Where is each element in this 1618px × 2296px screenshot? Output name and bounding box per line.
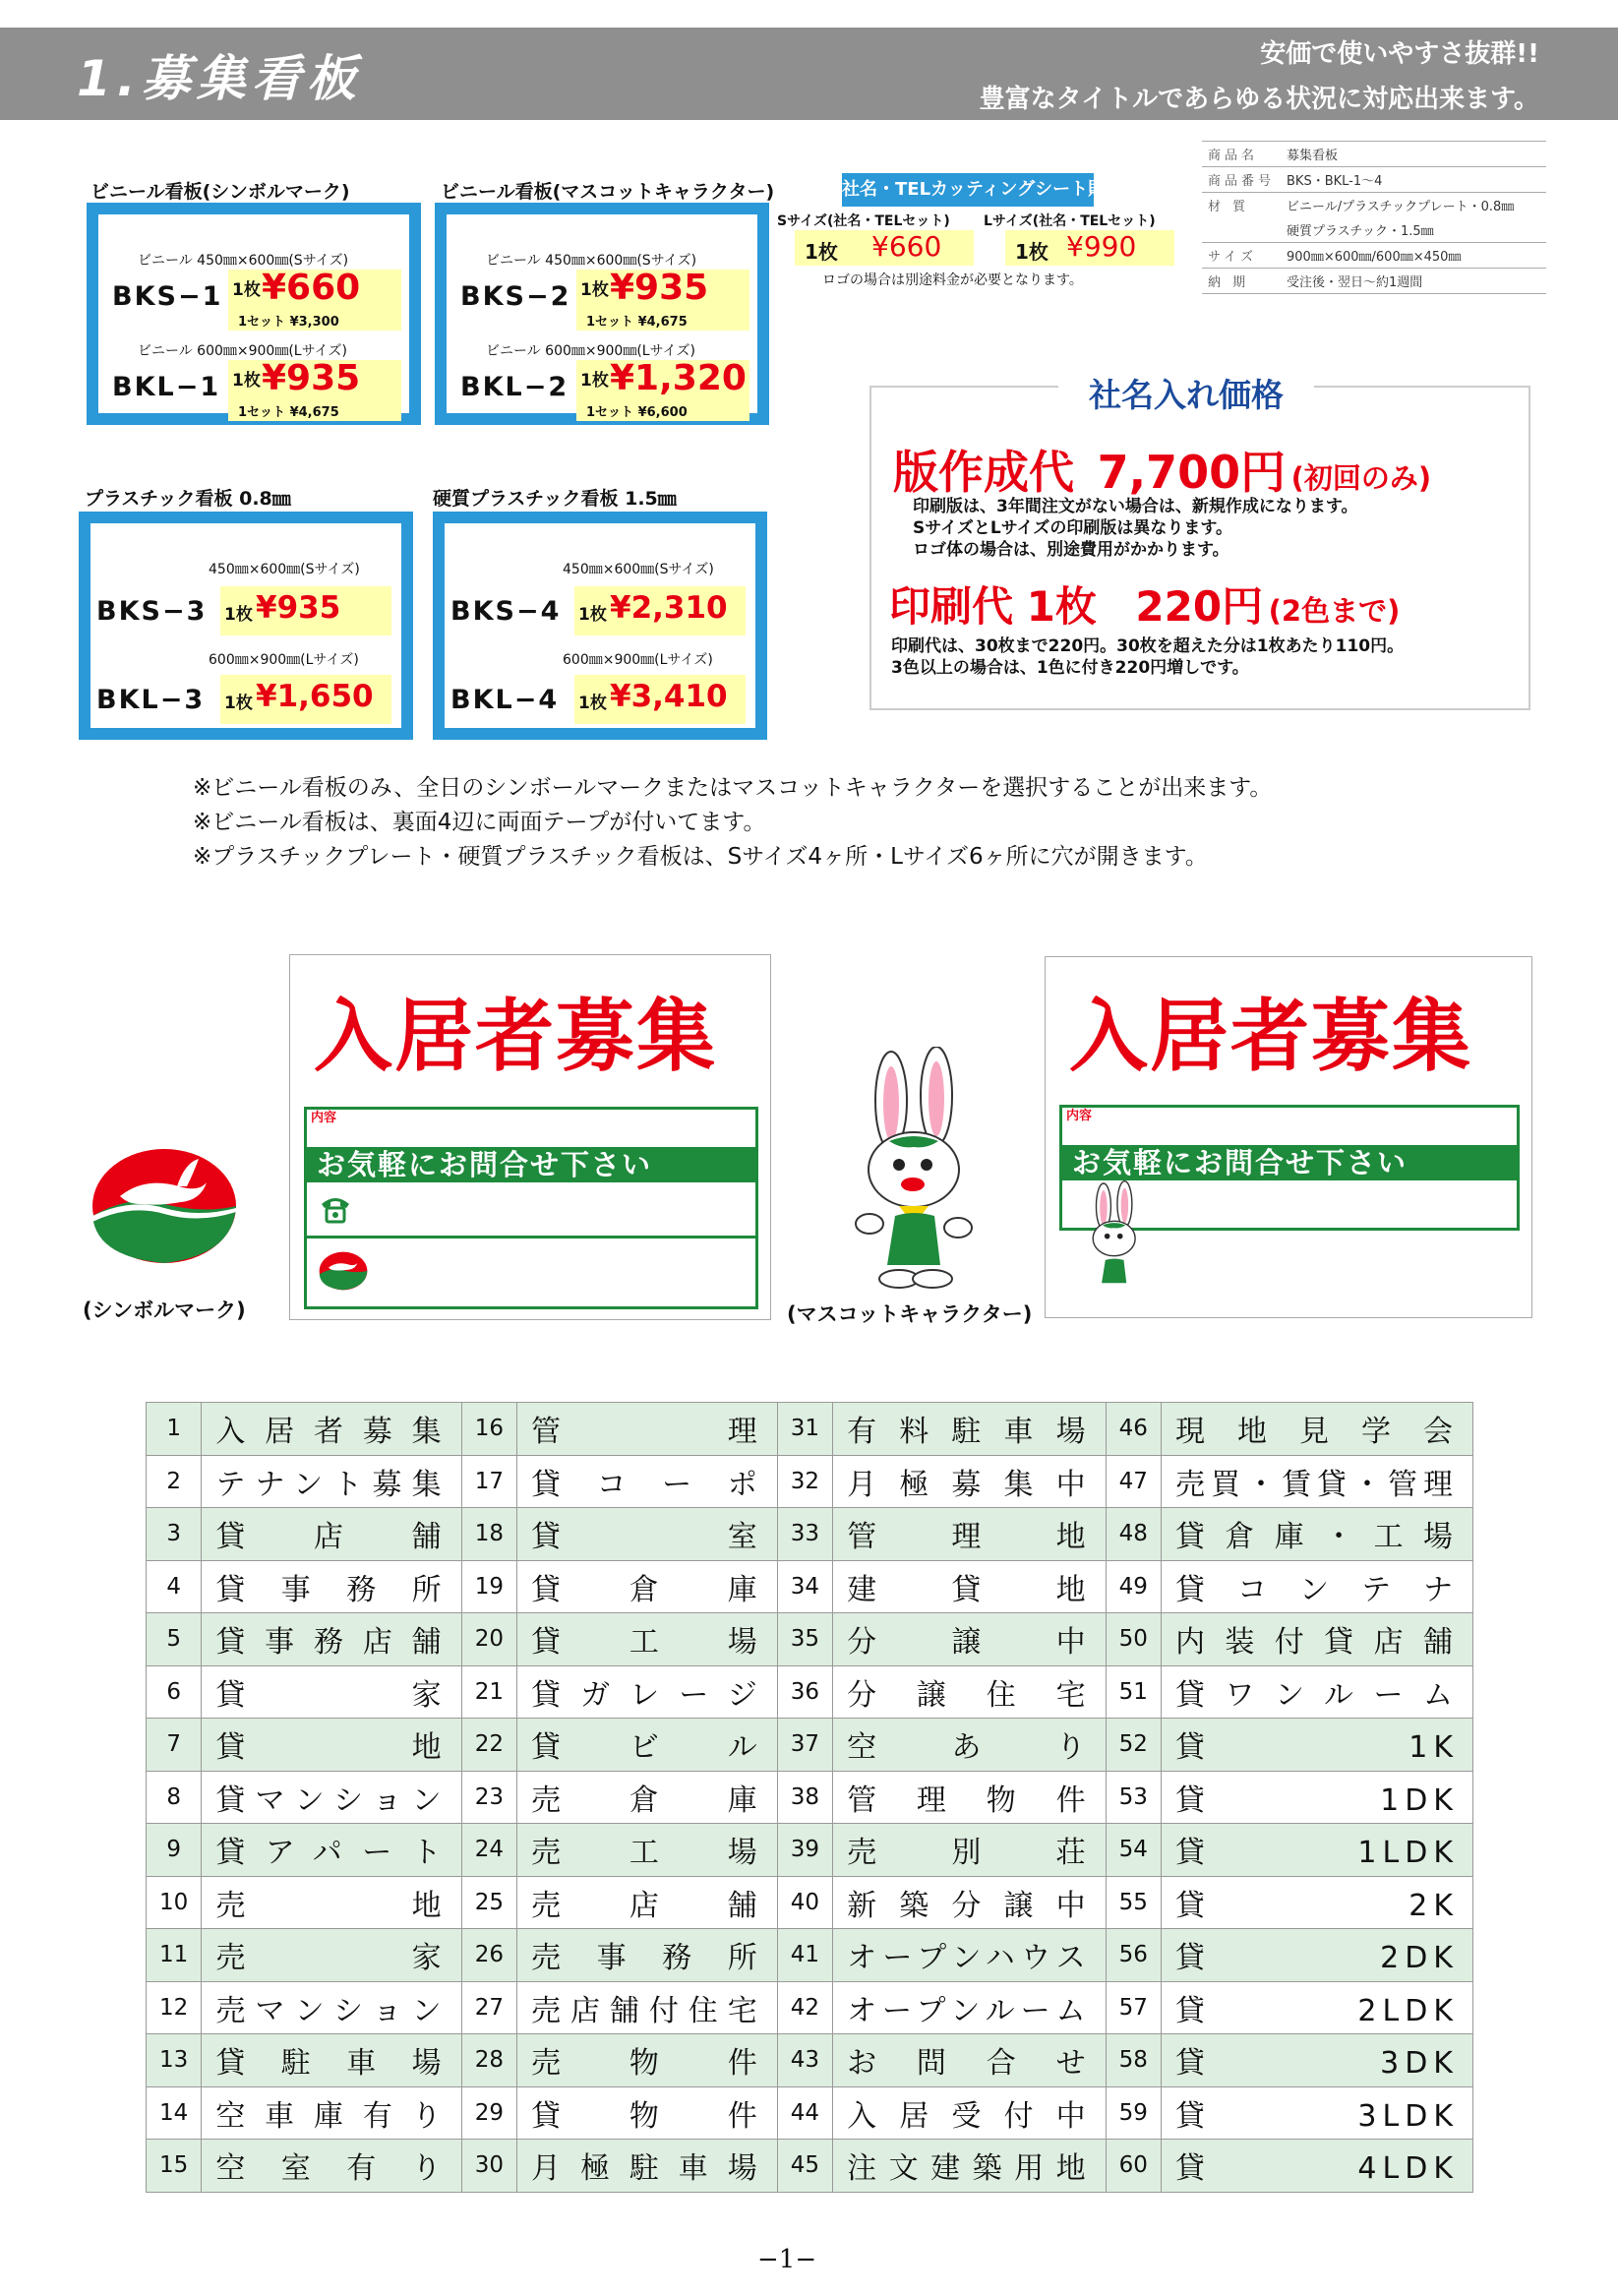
set-price: 1セット ¥4,675 xyxy=(238,405,339,420)
title-number: 35 xyxy=(777,1613,832,1666)
cutting-note: ロゴの場合は別途料金が必要となります。 xyxy=(822,272,1083,288)
price-tag xyxy=(220,675,391,724)
print-label: 印刷代 xyxy=(889,582,1014,631)
section-title: 1.募集看板 xyxy=(77,50,362,107)
table-row xyxy=(147,1613,1473,1666)
title-number: 8 xyxy=(147,1771,202,1824)
spec-key: 材 質 xyxy=(1208,200,1250,214)
title-name: 貸3DK xyxy=(1161,2034,1472,2087)
box-title: ビニール看板(マスコットキャラクター) xyxy=(441,181,775,203)
table-row xyxy=(147,1719,1473,1772)
title-number: 38 xyxy=(777,1771,832,1824)
title-name: 分譲中 xyxy=(833,1613,1107,1666)
mascot-rabbit-image xyxy=(830,1047,1007,1293)
title-number: 47 xyxy=(1106,1455,1161,1508)
title-name: 有料駐車場 xyxy=(833,1403,1107,1456)
title-name: 貸4LDK xyxy=(1161,2140,1472,2193)
box-band: セット売り(5枚1セット) xyxy=(110,215,344,239)
title-number: 37 xyxy=(777,1719,832,1772)
title-name: オープンルーム xyxy=(833,1981,1107,2034)
title-name: 貸工場 xyxy=(517,1613,778,1666)
title-name: 貸事務所 xyxy=(202,1560,461,1613)
title-name: 貸地 xyxy=(202,1719,461,1772)
price-box-vinyl-symbol xyxy=(87,203,421,425)
title-name: 入居受付中 xyxy=(833,2086,1107,2140)
qty: 1枚 xyxy=(805,240,838,264)
title-number: 23 xyxy=(461,1771,516,1824)
size-label: ビニール 600㎜×900㎜(Lサイズ) xyxy=(138,343,347,359)
title-name: 貸物件 xyxy=(517,2086,778,2140)
price-box-hard-plastic xyxy=(433,512,767,740)
price-box-plastic xyxy=(79,512,413,740)
product-code: BKS−1 xyxy=(112,281,223,312)
tagline-1: 安価で使いやすさ抜群!! xyxy=(1260,39,1539,69)
size-label: ビニール 450㎜×600㎜(Sサイズ) xyxy=(138,253,349,269)
title-number: 55 xyxy=(1106,1876,1161,1929)
plate-note-line: ロゴ体の場合は、別途費用がかかります。 xyxy=(913,540,1229,560)
title-name: 貸2DK xyxy=(1161,1929,1472,1982)
title-name: 分譲住宅 xyxy=(833,1665,1107,1719)
price: ¥660 xyxy=(262,268,361,308)
box-title: プラスチック看板 0.8㎜ xyxy=(85,488,291,510)
spec-key xyxy=(1202,217,1281,243)
title-name: 管理物件 xyxy=(833,1771,1107,1824)
title-name: 新築分譲中 xyxy=(833,1876,1107,1929)
price-tag xyxy=(574,675,746,724)
title-number: 12 xyxy=(147,1981,202,2034)
price: ¥990 xyxy=(1066,230,1137,263)
title-name: 売マンション xyxy=(202,1981,461,2034)
phone-icon xyxy=(319,1194,352,1224)
title-number: 40 xyxy=(777,1876,832,1929)
title-number: 52 xyxy=(1106,1719,1161,1772)
symbol-mark-logo xyxy=(90,1147,238,1265)
product-code: BKS−3 xyxy=(96,596,208,627)
product-code: BKL−2 xyxy=(460,372,569,402)
divider xyxy=(307,1236,755,1239)
spec-value: BKS・BKL-1〜4 xyxy=(1281,167,1546,193)
symbol-caption: (シンボルマーク) xyxy=(83,1299,246,1322)
title-number: 45 xyxy=(777,2140,832,2193)
title-name: 管理 xyxy=(517,1403,778,1456)
sample-poster-symbol xyxy=(289,954,771,1320)
note-line: ※ビニール看板のみ、全日のシンボールマークまたはマスコットキャラクターを選択することが出来ます。 xyxy=(193,775,1273,801)
title-name: 貸3LDK xyxy=(1161,2086,1472,2140)
table-row xyxy=(147,1771,1473,1824)
title-name: 空室有り xyxy=(202,2140,461,2193)
title-number: 20 xyxy=(461,1613,516,1666)
title-number: 25 xyxy=(461,1876,516,1929)
table-row xyxy=(147,1665,1473,1719)
plate-price: 7,700円 xyxy=(1097,446,1287,499)
title-name: 内装付貸店舗 xyxy=(1161,1613,1472,1666)
poster-form xyxy=(304,1107,758,1309)
plate-note-line: 印刷版は、3年間注文がない場合は、新規作成になります。 xyxy=(913,497,1358,516)
poster-heading: 入居者募集 xyxy=(314,991,717,1082)
title-name: 貸駐車場 xyxy=(202,2034,461,2087)
print-cost xyxy=(889,574,1400,634)
title-name: 売家 xyxy=(202,1929,461,1982)
title-number: 59 xyxy=(1106,2086,1161,2140)
qty: 1枚 xyxy=(580,280,609,300)
spec-table xyxy=(1202,141,1546,294)
title-table xyxy=(146,1402,1473,2193)
title-name: 注文建築用地 xyxy=(833,2140,1107,2193)
price-box-vinyl-mascot xyxy=(435,203,769,425)
title-number: 32 xyxy=(777,1455,832,1508)
title-number: 17 xyxy=(461,1455,516,1508)
spec-key: 商品番号 xyxy=(1202,167,1281,193)
title-name: 貸1DK xyxy=(1161,1771,1472,1824)
title-name: 貸コーポ xyxy=(517,1455,778,1508)
title-name: 入居者募集 xyxy=(202,1403,461,1456)
size-label: 450㎜×600㎜(Sサイズ) xyxy=(563,562,714,577)
price: ¥660 xyxy=(871,230,942,263)
title-name: 売工場 xyxy=(517,1824,778,1877)
price-tag xyxy=(574,586,746,635)
title-number: 4 xyxy=(147,1560,202,1613)
title-name: 貸1K xyxy=(1161,1719,1472,1772)
price-tag xyxy=(228,360,401,421)
qty: 1枚 xyxy=(232,371,261,391)
qty: 1枚 xyxy=(580,371,609,391)
title-name: 貸倉庫 xyxy=(517,1560,778,1613)
title-number: 44 xyxy=(777,2086,832,2140)
sample-poster-mascot xyxy=(1045,956,1532,1318)
spec-value: 受注後・翌日〜約1週間 xyxy=(1281,269,1546,294)
spec-key: 商品名 xyxy=(1202,142,1281,167)
title-name: 貸事務店舗 xyxy=(202,1613,461,1666)
title-number: 9 xyxy=(147,1824,202,1877)
title-name: 売別荘 xyxy=(833,1824,1107,1877)
spec-value: 900㎜×600㎜/600㎜×450㎜ xyxy=(1281,243,1546,269)
price: ¥935 xyxy=(262,358,361,398)
title-name: 貸ワンルーム xyxy=(1161,1665,1472,1719)
title-number: 56 xyxy=(1106,1929,1161,1982)
title-number: 39 xyxy=(777,1824,832,1877)
table-row xyxy=(147,1560,1473,1613)
title-number: 60 xyxy=(1106,2140,1161,2193)
price: ¥2,310 xyxy=(610,590,728,626)
cutting-title: 社名・TELカッティングシート貼り xyxy=(842,173,1094,207)
symbol-mark-small xyxy=(319,1251,368,1291)
table-row xyxy=(147,2086,1473,2140)
title-name: 現地見学会 xyxy=(1161,1403,1472,1456)
title-number: 6 xyxy=(147,1665,202,1719)
table-row xyxy=(147,1981,1473,2034)
qty: 1枚 xyxy=(224,694,253,713)
size-label: 450㎜×600㎜(Sサイズ) xyxy=(209,562,360,577)
title-number: 7 xyxy=(147,1719,202,1772)
title-name: オープンハウス xyxy=(833,1929,1107,1982)
plate-cost xyxy=(893,437,1431,502)
price-tag xyxy=(576,360,749,421)
table-row xyxy=(147,2140,1473,2193)
plate-note-line: SサイズとLサイズの印刷版は異なります。 xyxy=(913,518,1232,538)
plate-notes xyxy=(913,496,1357,561)
title-number: 13 xyxy=(147,2034,202,2087)
spec-value: 募集看板 xyxy=(1281,142,1546,167)
company-price-box xyxy=(869,376,1530,710)
note-line: ※ビニール看板は、裏面4辺に両面テープが付いてます。 xyxy=(193,810,766,835)
title-name: 貸2K xyxy=(1161,1876,1472,1929)
cutting-l-price xyxy=(1005,230,1174,266)
size-label: 600㎜×900㎜(Lサイズ) xyxy=(209,652,359,668)
price-tag xyxy=(228,270,401,331)
title-number: 18 xyxy=(461,1508,516,1561)
table-row xyxy=(147,2034,1473,2087)
title-name: 売買・賃貸・管理 xyxy=(1161,1455,1472,1508)
table-row xyxy=(147,1508,1473,1561)
table-row xyxy=(147,1455,1473,1508)
notes xyxy=(193,771,1272,875)
title-number: 26 xyxy=(461,1929,516,1982)
title-number: 50 xyxy=(1106,1613,1161,1666)
title-name: 月極駐車場 xyxy=(517,2140,778,2193)
title-number: 36 xyxy=(777,1665,832,1719)
title-number: 54 xyxy=(1106,1824,1161,1877)
naiyo-label: 内容 xyxy=(1066,1109,1093,1123)
naiyo-label: 内容 xyxy=(311,1111,337,1125)
tagline-2: 豊富なタイトルであらゆる状況に対応出来ます。 xyxy=(979,85,1539,114)
price: ¥3,410 xyxy=(610,679,728,714)
mascot-rabbit-small xyxy=(1075,1179,1158,1298)
product-code: BKL−4 xyxy=(450,685,560,715)
title-number: 49 xyxy=(1106,1560,1161,1613)
title-number: 53 xyxy=(1106,1771,1161,1824)
title-name: 売店舗 xyxy=(517,1876,778,1929)
title-number: 31 xyxy=(777,1403,832,1456)
qty: 1枚 xyxy=(578,694,607,713)
title-number: 33 xyxy=(777,1508,832,1561)
print-note: (2色まで) xyxy=(1268,594,1401,628)
cutting-s-label: Sサイズ(社名・TELセット) xyxy=(777,213,950,229)
box-title: 硬質プラスチック看板 1.5㎜ xyxy=(433,488,677,510)
cutting-l-label: Lサイズ(社名・TELセット) xyxy=(984,213,1156,229)
title-number: 34 xyxy=(777,1560,832,1613)
title-name: 売店舗付住宅 xyxy=(517,1981,778,2034)
title-number: 3 xyxy=(147,1508,202,1561)
title-name: 貸家 xyxy=(202,1665,461,1719)
title-number: 16 xyxy=(461,1403,516,1456)
title-number: 42 xyxy=(777,1981,832,2034)
plate-label: 版作成代 xyxy=(893,446,1074,499)
title-name: 貸2LDK xyxy=(1161,1981,1472,2034)
product-code: BKS−4 xyxy=(450,596,562,627)
product-code: BKS−2 xyxy=(460,281,571,312)
title-name: 空あり xyxy=(833,1719,1107,1772)
spec-key: 納 期 xyxy=(1202,269,1281,294)
set-price: 1セット ¥3,300 xyxy=(238,315,339,330)
title-number: 28 xyxy=(461,2034,516,2087)
title-name: 貸ガレージ xyxy=(517,1665,778,1719)
price-tag xyxy=(220,586,391,635)
print-note-line: 3色以上の場合は、1色に付き220円増しです。 xyxy=(891,658,1249,678)
title-number: 5 xyxy=(147,1613,202,1666)
title-number: 22 xyxy=(461,1719,516,1772)
price: ¥1,650 xyxy=(256,679,374,714)
set-price: 1セット ¥6,600 xyxy=(586,405,688,420)
title-name: 貸倉庫・工場 xyxy=(1161,1508,1472,1561)
title-number: 58 xyxy=(1106,2034,1161,2087)
print-qty: 1枚 xyxy=(1026,582,1097,631)
title-number: 29 xyxy=(461,2086,516,2140)
price: ¥1,320 xyxy=(610,358,747,398)
price: ¥935 xyxy=(610,268,709,308)
title-name: 貸室 xyxy=(517,1508,778,1561)
contact-bar: お気軽にお問合せ下さい xyxy=(307,1147,755,1182)
spec-key: サイズ xyxy=(1202,243,1281,269)
qty: 1枚 xyxy=(232,280,261,300)
title-number: 43 xyxy=(777,2034,832,2087)
set-price: 1セット ¥4,675 xyxy=(586,315,688,330)
title-name: 売物件 xyxy=(517,2034,778,2087)
title-number: 57 xyxy=(1106,1981,1161,2034)
title-number: 19 xyxy=(461,1560,516,1613)
cutting-s-price xyxy=(795,230,974,266)
print-notes xyxy=(891,635,1404,679)
title-number: 21 xyxy=(461,1665,516,1719)
title-name: テナント募集 xyxy=(202,1455,461,1508)
title-number: 41 xyxy=(777,1929,832,1982)
company-price-title: 社名入れ価格 xyxy=(1058,370,1314,416)
title-number: 2 xyxy=(147,1455,202,1508)
title-number: 15 xyxy=(147,2140,202,2193)
title-number: 48 xyxy=(1106,1508,1161,1561)
qty: 1枚 xyxy=(1015,240,1049,264)
qty: 1枚 xyxy=(224,605,253,625)
print-price: 220円 xyxy=(1135,582,1264,631)
title-number: 11 xyxy=(147,1929,202,1982)
title-number: 10 xyxy=(147,1876,202,1929)
price-tag xyxy=(576,270,749,331)
page-number: −1− xyxy=(757,2245,817,2274)
product-code: BKL−1 xyxy=(112,372,221,402)
spec-value: 硬質プラスチック・1.5㎜ xyxy=(1281,217,1546,243)
print-note-line: 印刷代は、30枚まで220円。30枚を超えた分は1枚あたり110円。 xyxy=(891,636,1405,656)
title-name: 貸マンション xyxy=(202,1771,461,1824)
title-name: 貸店舗 xyxy=(202,1508,461,1561)
title-name: 売倉庫 xyxy=(517,1771,778,1824)
title-name: 売地 xyxy=(202,1876,461,1929)
mascot-caption: (マスコットキャラクター) xyxy=(787,1302,1033,1326)
title-name: 貸コンテナ xyxy=(1161,1560,1472,1613)
poster-heading: 入居者募集 xyxy=(1069,991,1472,1082)
box-title: ビニール看板(シンボルマーク) xyxy=(90,181,350,203)
title-name: 建貸地 xyxy=(833,1560,1107,1613)
note-line: ※プラスチックプレート・硬質プラスチック看板は、Sサイズ4ヶ所・Lサイズ6ヶ所に穴が開きます。 xyxy=(193,844,1208,870)
contact-bar: お気軽にお問合せ下さい xyxy=(1062,1145,1517,1180)
title-name: 貸ビル xyxy=(517,1719,778,1772)
plate-note: (初回のみ) xyxy=(1290,461,1432,495)
title-name: お問合せ xyxy=(833,2034,1107,2087)
title-number: 30 xyxy=(461,2140,516,2193)
title-number: 1 xyxy=(147,1403,202,1456)
title-number: 51 xyxy=(1106,1665,1161,1719)
table-row xyxy=(147,1403,1473,1456)
title-number: 14 xyxy=(147,2086,202,2140)
title-number: 27 xyxy=(461,1981,516,2034)
title-name: 管理地 xyxy=(833,1508,1107,1561)
title-number: 24 xyxy=(461,1824,516,1877)
title-name: 月極募集中 xyxy=(833,1455,1107,1508)
box-band: 1枚売り xyxy=(102,524,179,548)
price: ¥935 xyxy=(256,590,341,626)
size-label: ビニール 600㎜×900㎜(Lサイズ) xyxy=(486,343,695,359)
title-number: 46 xyxy=(1106,1403,1161,1456)
box-band: 1枚売り xyxy=(456,524,533,548)
size-label: 600㎜×900㎜(Lサイズ) xyxy=(563,652,713,668)
table-row xyxy=(147,1929,1473,1982)
table-row xyxy=(147,1876,1473,1929)
spec-value: ビニール/プラスチックプレート・0.8㎜ xyxy=(1287,200,1515,214)
box-band: セット売り(5枚1セット) xyxy=(458,215,692,239)
product-code: BKL−3 xyxy=(96,685,206,715)
qty: 1枚 xyxy=(578,605,607,625)
table-row xyxy=(147,1824,1473,1877)
size-label: ビニール 450㎜×600㎜(Sサイズ) xyxy=(486,253,697,269)
title-name: 空車庫有り xyxy=(202,2086,461,2140)
title-name: 貸1LDK xyxy=(1161,1824,1472,1877)
title-name: 貸アパート xyxy=(202,1824,461,1877)
title-name: 売事務所 xyxy=(517,1929,778,1982)
